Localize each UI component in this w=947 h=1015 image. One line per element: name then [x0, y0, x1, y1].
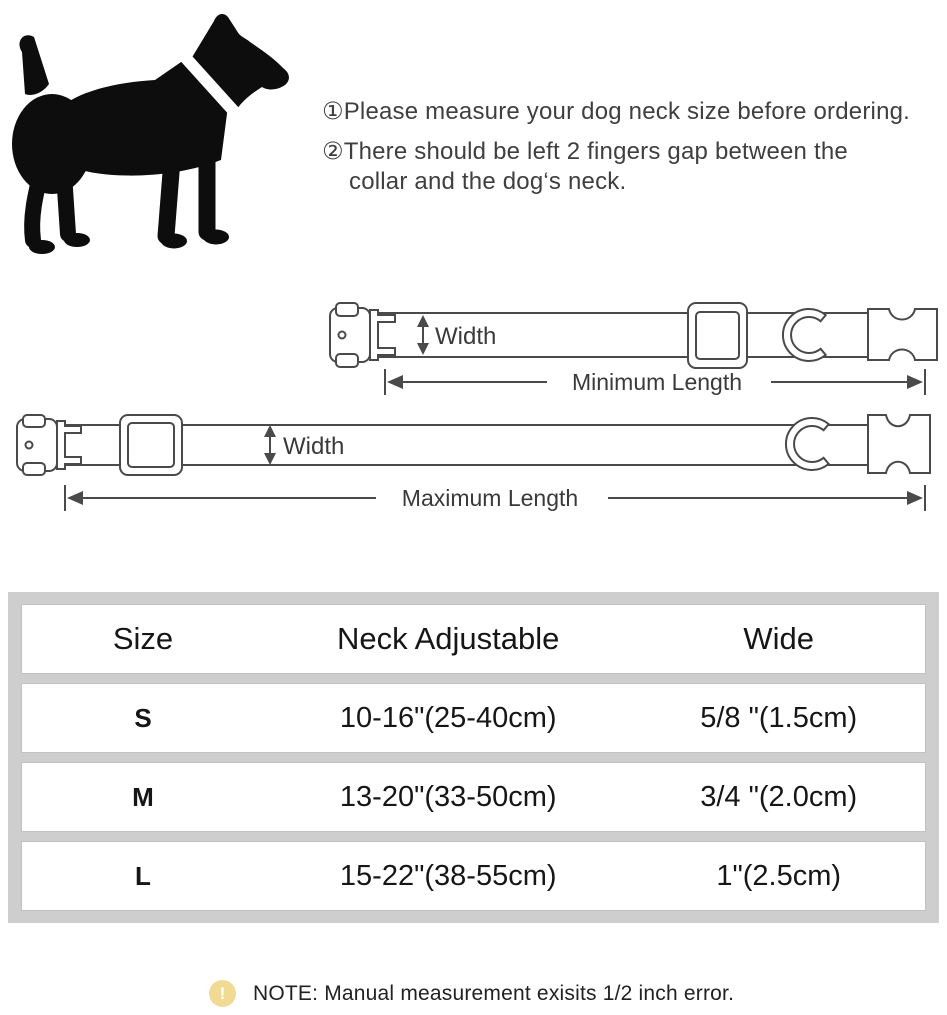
table-row-s	[21, 683, 926, 753]
buckle-clip-icon	[868, 309, 937, 360]
collar-strap	[63, 425, 873, 465]
note-text: NOTE: Manual measurement exisits 1/2 inch error.	[253, 981, 735, 1005]
table-header-row	[21, 604, 926, 674]
dog-silhouette	[10, 8, 290, 268]
cell-size: L	[135, 860, 151, 891]
size-table	[8, 592, 939, 923]
table-row-l	[21, 841, 926, 911]
width-label-max: Width	[283, 433, 345, 460]
header-size: Size	[112, 621, 174, 656]
instruction-2-line2: collar and the dog‘s neck.	[349, 168, 627, 195]
triglide-slider-icon	[688, 303, 747, 368]
cell-neck: 10-16"(25-40cm)	[339, 701, 557, 734]
header-wide: Wide	[743, 621, 815, 656]
cell-neck: 13-20"(33-50cm)	[339, 780, 557, 813]
header-neck-adjustable: Neck Adjustable	[337, 621, 560, 656]
width-label-min: Width	[435, 323, 497, 350]
cell-size: S	[134, 702, 152, 733]
cell-size: M	[132, 781, 154, 812]
cell-wide: 3/4 "(2.0cm)	[700, 780, 858, 813]
min-length-label: Minimum Length	[571, 369, 743, 395]
instruction-1: ①Please measure your dog neck size before ordering.	[322, 98, 911, 125]
max-length-label: Maximum Length	[401, 485, 579, 511]
min-length-diagram	[325, 299, 940, 401]
table-row-m	[21, 762, 926, 832]
instructions-block	[322, 97, 947, 197]
dog-silhouette-icon	[10, 8, 290, 268]
instruction-2-line1: ②There should be left 2 fingers gap between the	[322, 138, 848, 165]
max-length-diagram	[8, 413, 940, 515]
triglide-slider-icon	[120, 415, 182, 475]
cell-wide: 5/8 "(1.5cm)	[700, 701, 858, 734]
note-row	[209, 980, 734, 1007]
buckle-clip-icon	[868, 415, 930, 473]
exclamation-icon: !	[209, 980, 236, 1007]
cell-wide: 1"(2.5cm)	[716, 859, 842, 892]
cell-neck: 15-22"(38-55cm)	[339, 859, 557, 892]
